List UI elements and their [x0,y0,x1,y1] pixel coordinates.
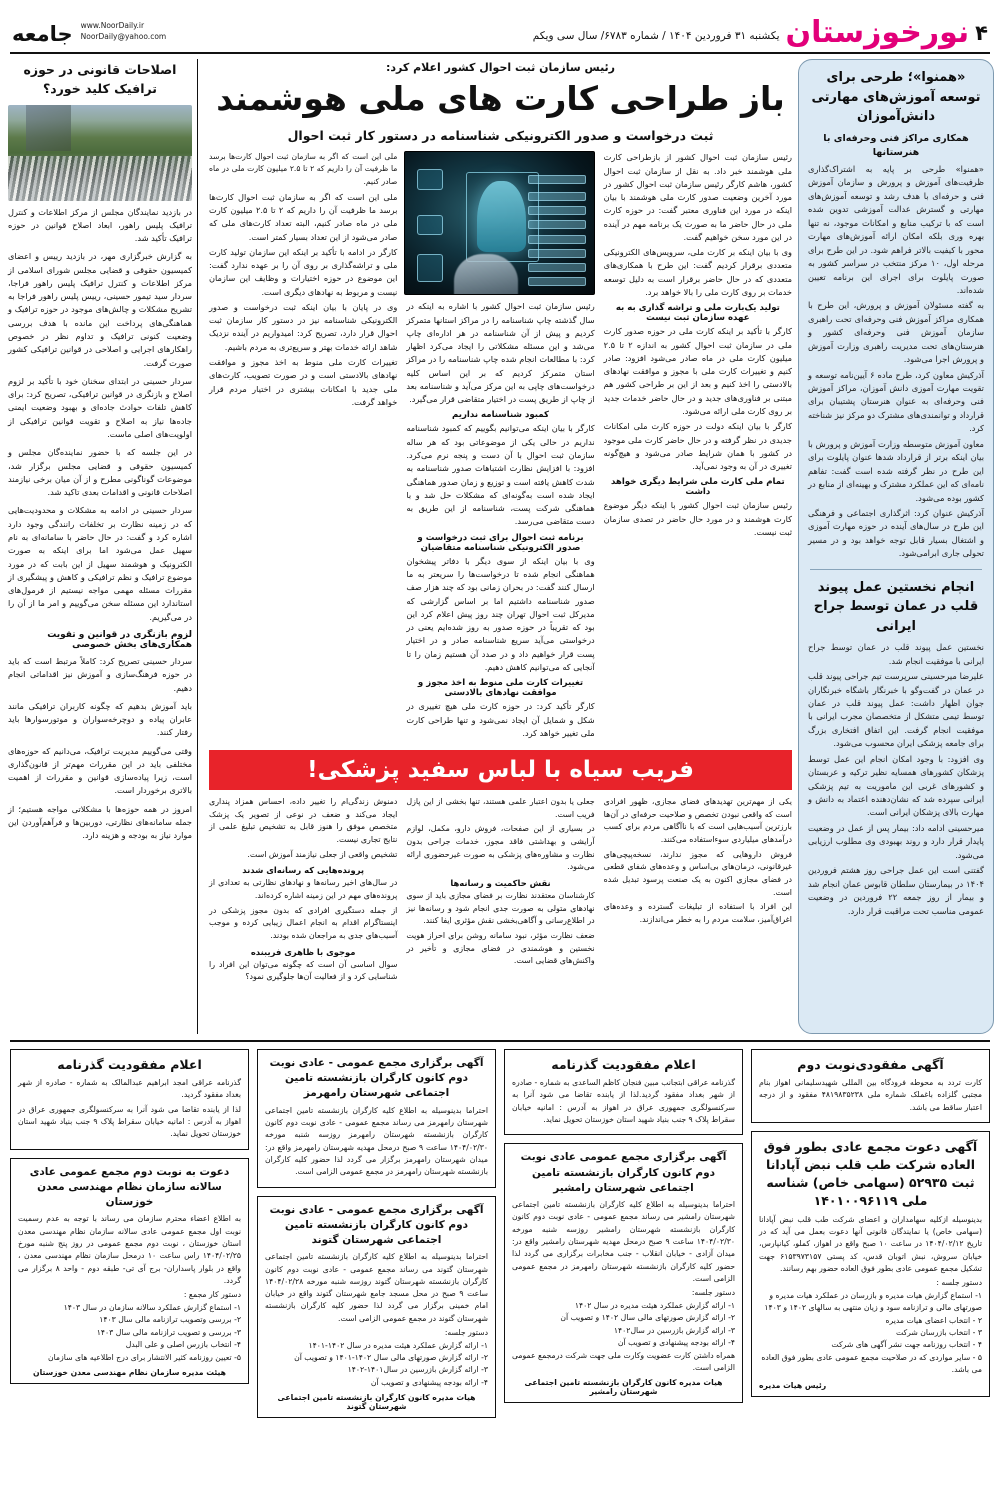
sidebar-article2-p1: علیرضا میرحسینی سرپرست تیم جراحی پیوند قلب در عمان در گفت‌وگو با خبرنگار باشگاه خبرنگاران جوان اظهار داشت: عمل پیوند قلب در عمان توسط تیمی متشکل از متخصصان مجرب ایرانی با موفقیت انجام گرفت. این اتفاق افتخاری بزرگ برای جامعه پزشکی ایران محسوب می‌شود. [808,671,984,749]
ad-agenda-4: ۴- ارائه بودجه پیشنهادی و تصویب آن [617,1338,735,1348]
main-subhead-3: تمام ملی کارت ملی شرایط دیگری خواهد داشت [610,477,785,498]
ad-title: اعلام مفقودیت گذرنامه [57,1057,202,1072]
fingerprint-icon [417,169,443,189]
main-p-2-2: وی با بیان اینکه از سوی دیگر با دفاتر پیشخوان هماهنگی انجام شده تا درخواست‌ها را سریعتر به ما ارسال کنند گفت: در بحران زمانی بود که چند هزار صف صدور شناسنامه داشتیم اما بر اساس گزارشی که مدیرکل ثبت احوال تهران چند روز پیش اعلام کرد این بود که تقریباً در حوزه صدور به روز شده‌ایم یعنی در درخواستی می‌آید سریع شناسنامه صادر و در اختیار پست قرار خواهیم داد و در صدد آن هستیم زمان را تا آنجایی که می‌توانیم کاهش دهیم. [406,555,595,672]
sidebar-divider [810,569,982,570]
masthead [6,0,994,50]
photo-label-4 [528,220,586,229]
ad-agenda-1: ۱- ارائه گزارش عملکرد هیئت مدیره در سال ۱۴۰۲-۱۴۰۱ [308,1340,488,1350]
ad-agenda-3: ۳ - انتخاب بازرسان شرکت [895,1328,982,1337]
ad-lost-passport-amjad[interactable] [10,1049,249,1150]
photo-label-8 [528,277,586,286]
photo-label-6 [528,249,586,258]
main-p-1-0: رئیس سازمان ثبت احوال کشور از بازطراحی کارت ملی هوشمند خبر داد. به نقل از سازمان ثبت احوال کشور، هاشم کارگر رئیس سازمان ثبت احوال کشور در مورد آخرین وضعیت صدور کارت ملی هوشمند با بیان اینکه در مورد این فناوری معتبر گفت: در حوزه کارت ملی در حال حاضر ما به صورت یک برنامه مهم در آینده در این مورد سخن خواهیم گفت. [603,152,792,242]
lower-p-3-1: تشخیص واقعی از جعلی نیازمند آموزش است. [247,849,398,859]
identity-card-photo [404,151,594,295]
left-column [6,59,192,1034]
main-p-3-3: تغییرات کارت ملی منوط به اخذ مجوز و موافقت نهادهای بالادستی است و در صورت تصویب، کارت‌های ملی جدید با امکانات بیشتری در اختیار مردم قرار خواهد گرفت. [209,357,398,407]
data-grid-icon [417,254,443,282]
lower-article-columns [209,796,792,986]
photo-label-5 [528,235,586,244]
main-article-col-3 [209,151,397,742]
ad-body: به اطلاع اعضاء محترم سازمان می رساند با توجه به عدم رسمیت نوبت اول مجمع عمومی عادی سالانه سازمان نظام مهندسی معدن استان خوزستان ، نوبت دوم مجمع عمومی در روز پنج شنبه مورخ ۱۴۰۴/۰۲/۲۵ راس ساعت ۱۰ درمحل سازمان نظام مهندسی معدن ، واقع در بلوار پاسداران- برج آی تی- طبقه دوم - واحد ۸ برگزار می گردد. [18,1214,241,1285]
main-p-1-2: کارگر با تأکید بر اینکه کارت ملی در حوزه صدور کارت ملی در سازمان ثبت احوال کشور به اندازه ۲ تا ۲.۵ میلیون کارت ملی در ماه صادر می‌شود افزود: صادر کنیم و تغییرات کارت ملی با مجوز و موافقت نهادهای بالادستی را اخذ کنیم و بعد از این بر طراحی کشور هم مبتنی بر فناوری‌های جدید و در حال حاضر خدمات جدید بر روی کارت ملی ارائه می‌شود. [603,326,793,417]
main-subhead-1: برنامه ثبت احوال برای ثبت درخواست و صدور الکترونیکی شناسنامه متقاضیان [417,532,584,553]
left-p-3: در این جلسه که با حضور نماینده‌گان مجلس و کمیسیون حقوقی و قضایی مجلس برگزار شد، موضوعات گوناگونی مطرح و از آن میان برخی نیازمند اصلاحات قانونی و اقدامات بعدی تاکید شد. [8,447,192,498]
photo-figure-shape [477,181,526,252]
ad-body: کارت تردد به محوطه فرودگاه بین المللی شهیدسلیمانی اهواز بنام مجتبی گلزاده باغملک شماره ملی ۴۸۱۹۸۳۵۲۳۸ مفقود و از درجه اعتبار ساقط می باشد. [759,1078,982,1112]
ad-agenda-3: ۳- بررسی و تصویب ترازنامه مالی سال ۱۴۰۳ [96,1327,241,1337]
classifieds-col-4 [10,1049,249,1494]
left-p-1: به گزارش خبرگزاری مهر، در بازدید رییس و اعضای کمیسیون حقوقی و قضایی مجلس شورای اسلامی از مرکز اطلاعات و کنترل ترافیک پلیس راهور فراجا، سردار سید تیمور حسینی، رییس پلیس راهور فراجا به تشریح مشکلات و چالش‌های موجود در حوزه ترافیک و هماهنگی‌های پرداخت این مانده با هدف بررسی وضعیت کنونی ترافیک و تداوم نظر در خصوص راهکارهای اجرایی و اصلاحی در قوانین ترافیکی کشور صورت گرفت. [8,251,192,368]
ad-signature: هیئت مدیره سازمان نظام مهندسی معدن خوزستان [33,1368,226,1378]
ad-agenda-2: ۲- ارائه گزارش صورتهای مالی سال ۱۴۰۲-۱۴۰۱ و تصویب آن [294,1353,488,1362]
ad-agenda-4: ۴- انتخاب بازرس اصلی و علی البدل [125,1340,241,1350]
ad-lost-passport-saedi[interactable] [504,1049,743,1135]
sidebar-article2-p2: وی افزود: با وجود امکان انجام این عمل توسط پزشکان کشورهای همسایه نظیر ترکیه و عربستان و کشورهای غربی این ماموریت به تیم پزشکی ایرانی سپرده شد که نشان‌دهنده اعتماد به دانش و مهارت بالای پزشکان ایرانی است. [808,753,984,818]
ad-agenda-3: ۳- ارائه گزارش بازرسین در سال۱۴۰۱-۱۴۰۲ [347,1365,488,1375]
main-p-3-0: ملی این است که اگر به سازمان ثبت احوال کارت‌ها برسد ما ظرفیت آن را داریم که ۲ تا ۲.۵ میلیون کارت ملی در ماه صادر کنیم، البته تعداد کارت‌های ملی که صادر می‌شود از این تعداد بسیار کمتر است. [209,191,398,242]
lower-subhead-3: پرونده‌هایی که رسانه‌ای شدند [242,865,365,876]
classifieds-rule [10,1040,990,1042]
ad-note: همراه داشتن کارت عضویت وکارت ملی جهت شرکت درمجمع عمومی الزامی است. [512,1350,735,1372]
main-column [203,59,798,1034]
left-p-7: وقتی می‌گوییم مدیریت ترافیک، می‌دانیم که حوزه‌های مختلفی باید در این مقررات مهم‌تر از قانون‌گذاری است، زیرا پیاده‌سازی قوانین و مقررات از اهمیت بالاتری برخوردار است. [8,745,192,796]
ad-title: آگهی مفقودی‌نوبت دوم [797,1057,944,1072]
photo-label-1 [528,175,586,184]
email-address[interactable]: NoorDaily@yahoo.com [80,32,167,42]
lower-p-2-0: جعلی یا بدون اعتبار علمی هستند، تنها بخشی از این پازل فریب است. [406,797,595,819]
lower-p-1-0: یکی از مهم‌ترین تهدیدهای فضای مجازی، ظهور افرادی است که واقعی نبودن تخصص و صلاحیت حرفه‌ای در آن‌ها بارزترین آسیب‌هایی است که با ناآگاهی مردم برای کسب درآمدهای میلیاردی سوءاستفاده می‌کنند. [603,797,792,845]
ad-body: احتراما بدینوسیله به اطلاع کلیه کارگران بازنشسته تامین اجتماعی شهرستان رامشیر می رساند مجمع عمومی - عادی نوبت دوم کانون کارگران بازنشسته شهرستان رامشیر روزسه شنبه مورخه ۱۴۰۴/۰۲/۳۰ ساعت ۹ صبح درمحل مهدیه شهرستان رامشیر واقع در: میدان آزادی - خیابان انقلاب - جنب مخابرات برگزاری می گردد لذا حضور کلیه کارگران بازنشسته شهرستان رامهرمز در مجمع عمومی الزامی است. [512,1200,735,1283]
main-p-1-1: وی با بیان اینکه بر کارت ملی، سرویس‌های الکترونیکی متعددی برقرار کردیم گفت: این طرح با همکاری‌های متعددی که در حال حاضر برقرار است به دلیل توسعه خدمات بر روی کارت ملی را بالا خواهد برد. [603,247,792,298]
ad-body-1: گذرنامه عراقی امجد ابراهیم عبدالمالک به شماره - صادره از شهر بغداد مفقود گردید. [18,1078,241,1100]
ad-body: گذرنامه عراقی ابتجانب مبین فنجان کاظم الساعدی به شماره - صادره از شهر بغداد مفقود گردید.لذا از یابنده تقاضا می شود آنرا به سرکنسولگری جمهوری عراق در اهواز به آدرس : امانیه خیابان سقراط پلاک ۹ جنب بنیاد شهید استان خوزستان تحویل نماید. [512,1078,735,1125]
main-p-2-1: کارگر با بیان اینکه می‌توانیم بگوییم که کمبود شناسنامه نداریم در حالی یکی از موضوعاتی بود که هر ساله سازمان ثبت احوال با آن دست و پنجه نرم می‌کرد. افزود: با افزایش نظارت اشتباهات صدور شناسنامه به شدت کاهش یافته است و توزیع و زمان صدور هماهنگی ایجاد شده است به‌گونه‌ای که مشکلات حل شد و با هماهنگی شرکت پست، شناسنامه از این طریق به دست متقاضی می‌رسد. [406,423,595,527]
ad-title: آگهی دعوت مجمع عادی بطور فوق العاده شرکت طب قلب نبض آپادانا ثبت ۵۲۹۳۵ (سهامی خاص) شناسه ملی ۱۴۰۱۰۰۹۶۱۱۹ [763,1139,978,1209]
red-banner-headline: فریب سیاه با لباس سفید پزشکی! [209,750,792,790]
sidebar-article2-headline: انجام نخستین عمل پیوند قلب در عمان توسط جراح ایرانی [813,579,979,634]
ad-agenda-label: دستور جلسه: [444,1328,488,1338]
sidebar-article2-p4: گفتنی است این عمل جراحی روز هشتم فروردین ۱۴۰۴ در بیمارستان سلطان قابوس عمان انجام شد و بیمار از روز جمعه ۲۲ فروردین در وضعیت عمومی مناسب تحت مراقبت قرار دارد. [808,865,985,916]
masthead-right [532,15,988,50]
classifieds-col-3 [257,1049,496,1494]
lower-p-3-0: دمنوش زندگی‌ام را تغییر داده، احساس همزاد پنداری ایجاد می‌کند و ضعف در نوعی از تصویر یک پزشک متخصص موفق را هنوز قابل به تشخیص تبلیغ علمی از نتایج تجاری نیست. [209,797,398,845]
ad-agenda-5: ۵ - سایر مواردی که در صلاحیت مجمع عمومی عادی بطور فوق العاده می باشد. [761,1352,982,1375]
photo-label-2 [528,192,586,201]
ad-body: احتراما بدینوسیله به اطلاع کلیه کارگران بازنشسته تامین اجتماعی شهرستان رامهرمز می رساند مجمع عمومی - عادی نوبت دوم کانون کارگران بازنشسته شهرستان رامهرمز روزسه شنبه مورخه ۱۴۰۴/۰۲/۳۰ ساعت ۹ صبح درمحل مهدیه شهرستان رامهرمز واقع در: میدان شهرستان رامهرمز برگزار می گردد لذا حضور کلیه کارگران بازنشسته شهرستان رامهرمز در مجمع عمومی الزامی است. [265,1105,488,1177]
traffic-jam-photo [8,105,192,201]
left-p-0: در بازدید نمایندگان مجلس از مرکز اطلاعات و کنترل ترافیک پلیس راهور، ابعاد اصلاح قوانین در حوزه ترافیک تأکید شد. [8,206,192,244]
sidebar-article1-p1: به گفته مسئولان آموزش و پرورش، این طرح با همکاری مراکز آموزش فنی وحرفه‌ای تحت راهبری سازمان آموزش فنی وحرفه‌ای کشور و هنرستان‌های تحت مدیریت راهبری وزارت آموزش و پرورش اجرا می‌شود. [808,300,984,365]
issue-line: یکشنبه ۳۱ فروردین ۱۴۰۴ / شماره ۶۷۸۳/ سال سی ویکم [532,30,780,42]
ad-agenda-2: ۲- ارائه گزارش صورتهای مالی سال ۱۴۰۲ و تصویب آن [560,1313,735,1323]
ad-body-2: لذا از یابنده تقاضا می شود آنرا به سرکنسولگری جمهوری عراق در اهواز به آدرس : امانیه خیابان سقراط پلاک ۹ جنب بنیاد شهید استان خوزستان تحویل نماید. [18,1104,241,1139]
ad-gotvand-assembly[interactable] [257,1196,496,1419]
ad-title: آگهی برگزاری مجمع عمومی - عادی نوبت دوم کانون کارگران بازنشسته تامین اجتماعی شهرستان گتوند [269,1203,484,1246]
ad-agenda-label: دستور کار مجمع : [183,1290,241,1300]
lower-p-2-3: کارشناسان معتقدند نظارت بر فضای مجازی باید از سوی نهادهای متولی به صورت جدی انجام شود و رسانه‌ها نیز در اطلاع‌رسانی و آگاهی‌بخشی نقش مؤثری ایفا کنند. [406,890,595,926]
ad-title: آگهی برگزاری مجمع عمومی عادی نوبت دوم کانون کارگران بازنشسته تامین اجتماعی شهرستان رامشیر [520,1151,727,1194]
classifieds-col-1 [751,1049,990,1494]
left-column-headline: اصلاحات قانونی در حوزه ترافیک کلید خورد؟ [23,62,177,96]
ad-agenda-2: ۲- بررسی وتصویب ترازنامه مالی سال ۱۴۰۳ [99,1315,241,1325]
left-subhead-0: لزوم بازنگری در قوانین و تقویت همکاری‌های بخش خصوصی [47,629,192,650]
ad-agenda-4: ۴- ارائه بودجه پیشنهادی و تصویب آن [370,1377,488,1387]
ad-signature: هیات مدیره کانون کارگران بازنشسته تامین اجتماعی شهرستان رامشیر [524,1378,723,1397]
lower-p-1-1: فروش دارو‌هایی که مجوز ندارند، نسخه‌پیچی‌های غیرقانونی، درمان‌های بی‌اساس و وعده‌های شفای قطعی در فضای مجازی اکنون به یک صنعت پرسود تبدیل شده است. [603,849,792,897]
sidebar-article1-headline: «همنوا»؛ طرحی برای توسعه آموزش‌های مهارتی دانش‌آموزان [811,70,981,124]
left-p-4: سردار حسینی در ادامه به مشکلات و محدودیت‌هایی که در زمینه نظارت بر تخلفات رانندگی وجود دارد اشاره کرد و گفت: در حال حاضر با سامانه‌ای به نام سهیل عمل می‌شود اما برای اینکه به صورت الکترونیک و هوشمند سهیل از این بابت که در مورد موضوع ترافیک و نظم ترافیکی و کاهش و پیشگیری از مقررات مسئله مهمی مواجه نیستیم از فرمول‌های استاندارد این مسئله سخن می‌گوییم و امر ما از آن را در می‌گیریم. [8,505,192,622]
lower-p-2-4: ضعف نظارت مؤثر، نبود سامانه روشن برای احراز هویت نخستین و هوشمندی در فضای مجازی و تأخیر در واکنش‌های قضایی است. [406,930,595,966]
sidebar-article2-p0: نخستین عمل پیوند قلب در عمان توسط جراح ایرانی با موفقیت انجام شد. [808,642,984,666]
column-divider [197,59,198,1034]
ad-agenda-1: ۱- ارائه گزارش عملکرد هیئت مدیره در سال ۱۴۰۲ [574,1300,735,1310]
ad-signature: رئیس هیات مدیره [759,1380,827,1390]
ad-ramshir-assembly[interactable] [504,1143,743,1403]
main-photo-caption: ملی این است که اگر به سازمان ثبت احوال کارت‌ها برسد ما ظرفیت آن را داریم که ۲ تا ۲.۵ میلیون کارت ملی در ماه صادر کنیم. [209,152,398,186]
main-article-columns [209,151,792,742]
ad-mining-engineering-assembly[interactable] [10,1158,249,1384]
ad-signature: هیات مدیره کانون کارگران بازنشسته تامین اجتماعی شهرستان گتوند [277,1393,476,1412]
ad-apadana-heart-clinic[interactable] [751,1131,990,1397]
lower-col-3 [209,796,397,986]
lower-p-2-1: در بسیاری از این صفحات، فروش دارو، مکمل، لوازم آرایشی و بهداشتی فاقد مجوز، خدمات جراحی بدون نظارت و مشاوره‌های پزشکی به صورت غیرحضوری ارائه می‌شود. [406,824,595,872]
photo-hand-shape [454,254,518,295]
newspaper-logo: نورخوزستان [785,15,970,50]
ad-title: آگهی برگزاری مجمع عمومی - عادی نوبت دوم کانون کارگران بازنشسته تامین اجتماعی شهرستان رامهرمز [269,1057,484,1100]
main-subhead-0: کمبود شناسنامه نداریم [452,410,550,421]
ad-body: احتراما بدینوسیله به اطلاع کلیه کارگران بازنشسته تامین اجتماعی شهرستان گتوند می رساند مجمع عمومی - عادی نوبت دوم کانون کارگران بازنشسته شهرستان گتوند روزسه شنبه مورخه ۱۴۰۴/۰۲/۲۸ ساعت ۹ صبح در محل مسجد جامع شهرستان گتوند واقع در خیابان امام خمینی برگزار می گردد لذا حضور کلیه کارگران بازنشسته شهرستان گتوند در مجمع عمومی الزامی است. [265,1252,488,1323]
main-subhead-4: تولید یک‌بارت ملی و تراشه گذاری به به عهده سازمان ثبت نیست [615,303,780,324]
sidebar-article1-p3: معاون آموزش متوسطه وزارت آموزش و پرورش با بیان اینکه برتر از قرارداد شدها عنوان پایلوت برای این طرح در نظر گرفته شده است گفت: تفاهم نامه‌ای که این عملکرد مشترک و بهینه‌ای از منابع در کشور بوده می‌شود. [808,438,984,503]
sidebar-article1-subhead: همکاری مراکز فنی وحرفه‌ای با هنرستانها [823,132,969,158]
main-article-col-2 [406,151,594,742]
main-p-2-0: رئیس سازمان ثبت احوال کشور با اشاره به اینکه در سال گذشته چاپ شناسنامه را در مراکز استانها متمرکز کردیم و پیش از آن شناسنامه در هر اداره‌ای چاپ می‌شد و این مسئله مشکلاتی را ایجاد می‌کرد اظهار کرد: با مطالعات انجام شده چاپ شناسنامه را در مراکز استان متمرکز کردیم که بر این اساس کلیه درخواست‌های چاپی به این مرکز می‌آید و شناسنامه بعد از چاپ از طریق پست در اختیار متقاضی قرار می‌گیرد. [406,301,595,405]
main-subhead-2: تغییرات کارت ملی منوط به اخذ مجوز و موافقت نهادهای بالادستی [417,678,584,699]
sidebar-article2-p3: میرحسینی ادامه داد: بیمار پس از عمل در وضعیت پایدار قرار دارد و روند بهبودی وی مطلوب ارزیابی می‌شود. [808,822,984,860]
ad-agenda-label: دستور جلسه: [691,1288,735,1298]
sidebar-article1-p4: آذرکیش عنوان کرد: اثرگذاری اجتماعی و فرهنگی این طرح در سال‌های آینده در حوزه مهارت آموزی و اشتغال بسیار قابل توجه خواهد بود و در مسیر تحولی جاری ابرامی‌شود. [808,507,984,559]
body-grid [6,54,994,1034]
classifieds-col-2 [504,1049,743,1494]
main-article-col-1 [604,151,792,742]
lock-icon [417,215,443,235]
lower-p-3-4: از جمله دستگیری افرادی که بدون مجوز پزشکی در اینستاگرام اقدام به انجام اعمال زیبایی کرده و موجب آسیب‌های جدی به مراجعان شده بودند. [209,905,398,940]
lower-p-3-6: سوال اساسی آن است که چگونه می‌توان این افراد را شناسایی کرد و از فعالیت آن‌ها جلوگیری نمود؟ [209,959,398,982]
ad-agenda-2: ۲ - انتخاب اعضای هیات مدیره [885,1315,982,1325]
ad-title: دعوت به نوبت دوم مجمع عمومی عادی سالانه سازمان نظام مهندسی معدن خوزستان [29,1165,230,1209]
main-p-1-3: کارگر با بیان اینکه دولت در حوزه کارت ملی امکانات جدیدی در نظر گرفته و در حال حاضر کارت ملی موجود در کشور با همان شرایط صادر می‌شود و هیچ‌گونه تغییری در آن به وجود نمی‌آید. [603,421,792,472]
sidebar-article1-p0: «همنوا» طرحی بر پایه به اشتراک‌گذاری ظرفیت‌های آموزش و پرورش و سازمان آموزش فنی و حرفه‌ای با هدف رشد و توسعه آموزش‌های مهارتی و گسترش عدالت آموزشی تدوین شده است که با ترکیب منابع و امکانات موجود، نه تنها بهره وری بلکه امکان ارائه آموزش‌های مهارت محور با کیفیت بالاتر فراهم شود. در این طرح برای مرحله اول، ۱۰ مرکز منتخب در سراسر کشور به صورت پایلوت برای اجرای این برنامه تعیین شده‌اند. [808,164,985,295]
ad-mofghoodi-nobat-dovom[interactable] [751,1049,990,1123]
left-p-6: باید آموزش بدهیم که چگونه کاربران ترافیکی مانند عابران پیاده و دوچرخه‌سواران و موتورسوارها باید رفتار کنند. [8,700,192,738]
main-deck: ثبت درخواست و صدور الکترونیکی شناسنامه در دستور کار ثبت احوال [287,128,714,144]
article-kicker: رئیس سازمان ثبت احوال کشور اعلام کرد: [385,61,616,74]
lower-p-3-3: در سال‌های اخیر رسانه‌ها و نهادهای نظارتی به تعدادی از پرونده‌های مهم در این زمینه اشاره کرده‌اند. [209,878,398,900]
photo-label-3 [528,206,586,215]
ad-agenda-label: دستور جلسه : [936,1278,982,1288]
page-number: ۴ [975,21,988,45]
main-headline: باز طراحی کارت های ملی هوشمند [216,79,785,118]
main-p-1-4: رئیس سازمان ثبت احوال کشور با اینکه دیگر موضوع کارت هوشمند و در مورد حال حاضر در تصدی سازمان ثبت نیست. [603,500,792,537]
lower-p-1-2: این افراد با استفاده از تبلیغات گسترده و وعده‌های اغراق‌آمیز، سلامت مردم را به خطر می‌اندازند. [603,902,792,924]
lower-col-1 [604,796,792,986]
ad-agenda-5: ۵- تعیین روزنامه کثیر الانتشار برای درج اطلاعیه های سازمان [47,1352,241,1362]
ad-agenda-1: ۱- استماع گزارش هیات مدیره و بازرسان در عملکرد هیات مدیره و صورتهای مالی و ترازنامه سود و زیان منتهی به سالهای ۱۴۰۲ و ۱۴۰۳ [764,1290,982,1313]
ad-ramhormoz-assembly[interactable] [257,1049,496,1188]
contact-block [81,21,167,48]
photo-label-7 [528,263,586,272]
sidebar-article1-p2: آذرکیش معاون کرد، طرح ماده ۶ آیین‌نامه توسعه و تقویت مهارت آموزی دانش آموزان، مراکز آموزش فنی وحرفه‌ای به عنوان هنرستان پشتیبان برای قرارداد و توانمندی‌های مشترک دو مرکز نیز شناخته کرد. [808,369,984,434]
website-url[interactable]: www.NoorDaily.ir [80,21,145,31]
right-sidebar-column [798,59,994,1034]
masthead-left [12,21,166,48]
ad-agenda-1: ۱- استماع گزارش عملکرد سالانه سازمان در سال ۱۴۰۳ [63,1302,241,1312]
main-p-2-3: کارگر تأکید کرد: در حوزه کارت ملی هیچ تغییری در شکل و شمایل آن ایجاد نمی‌شود و تنها طراحی کارت ملی تغییر خواهد کرد. [406,701,595,738]
classifieds-section [6,1049,994,1494]
main-p-3-1: کارگر در ادامه با تأکید بر اینکه این سازمان تولید کارت ملی و تراشه‌گذاری بر روی آن را بر عهده ندارد گفت: این موضوع در حوزه اختیارات و وظایف این سازمان نیست و مربوط به نهادهای دیگری است. [209,246,398,297]
lower-subhead-2: نقش حاکمیت و رسانه‌ها [450,877,551,888]
ad-agenda-3: ۳- ارائه گزارش بازرسین در سال۱۴۰۲ [613,1325,735,1335]
sidebar-panel [798,59,994,1034]
left-p-8: امروز در همه حوزه‌ها با مشکلاتی مواجه هستیم؛ از جمله سامانه‌های نظارتی، دوربین‌ها و فرآهم‌آوردن این موارد نیاز به بودجه و هزینه دارد. [8,803,192,841]
ad-body: بدینوسیله ازکلیه سهامداران و اعضای شرکت طب قلب نبض آپادانا (سهامی خاص) یا نمایندگان قانونی آنها دعوت بعمل می آید که در تاریخ ۱۴۰۴/۰۲/۱۲ در ساعت ۱۰ صبح واقع در اهواز، کملو، کیانپارس، خیابان سروش، نبش اتوبان قدس، کد پستی ۶۱۵۳۹۷۳۱۵۷ جهت تشکیل مجمع عمومی عادی بطور فوق العاده حضور بهم رسانند. [759,1214,982,1273]
ad-agenda-4: ۴ - انتخاب روزنامه جهت نشر آگهی های شرکت [831,1340,982,1350]
ad-title: اعلام مفقودیت گذرنامه [551,1057,696,1072]
lower-col-2 [406,796,594,986]
left-p-5: سردار حسینی تصریح کرد: کاملاً مرتبط است که باید در حوزه فرهنگ‌سازی و آموزش نیز اقداماتی انجام دهیم. [8,655,192,693]
left-p-2: سردار حسینی در ابتدای سخنان خود با تأکید بر لزوم اصلاح و بازنگری در قوانین ترافیکی، تصریح کرد: برای کاهش تلفات حوادث جاده‌ای و بهبود وضعیت ایمنی جاده‌ها نیاز به اصلاح و تقویت قوانین ترافیکی از اولویت‌های اصلی ماست. [8,375,192,439]
main-p-3-2: وی در پایان با بیان اینکه ثبت درخواست و صدور الکترونیکی شناسنامه نیز در دستور کار سازمان ثبت احوال قرار دارد، تصریح کرد: امیدواریم در آینده نزدیک شاهد ارائه خدمات بهتر و سریع‌تری به مردم باشیم. [209,301,398,352]
section-title: جامعه [12,22,73,46]
lower-subhead-4: موجوی با ظاهری فریبنده [250,946,356,957]
